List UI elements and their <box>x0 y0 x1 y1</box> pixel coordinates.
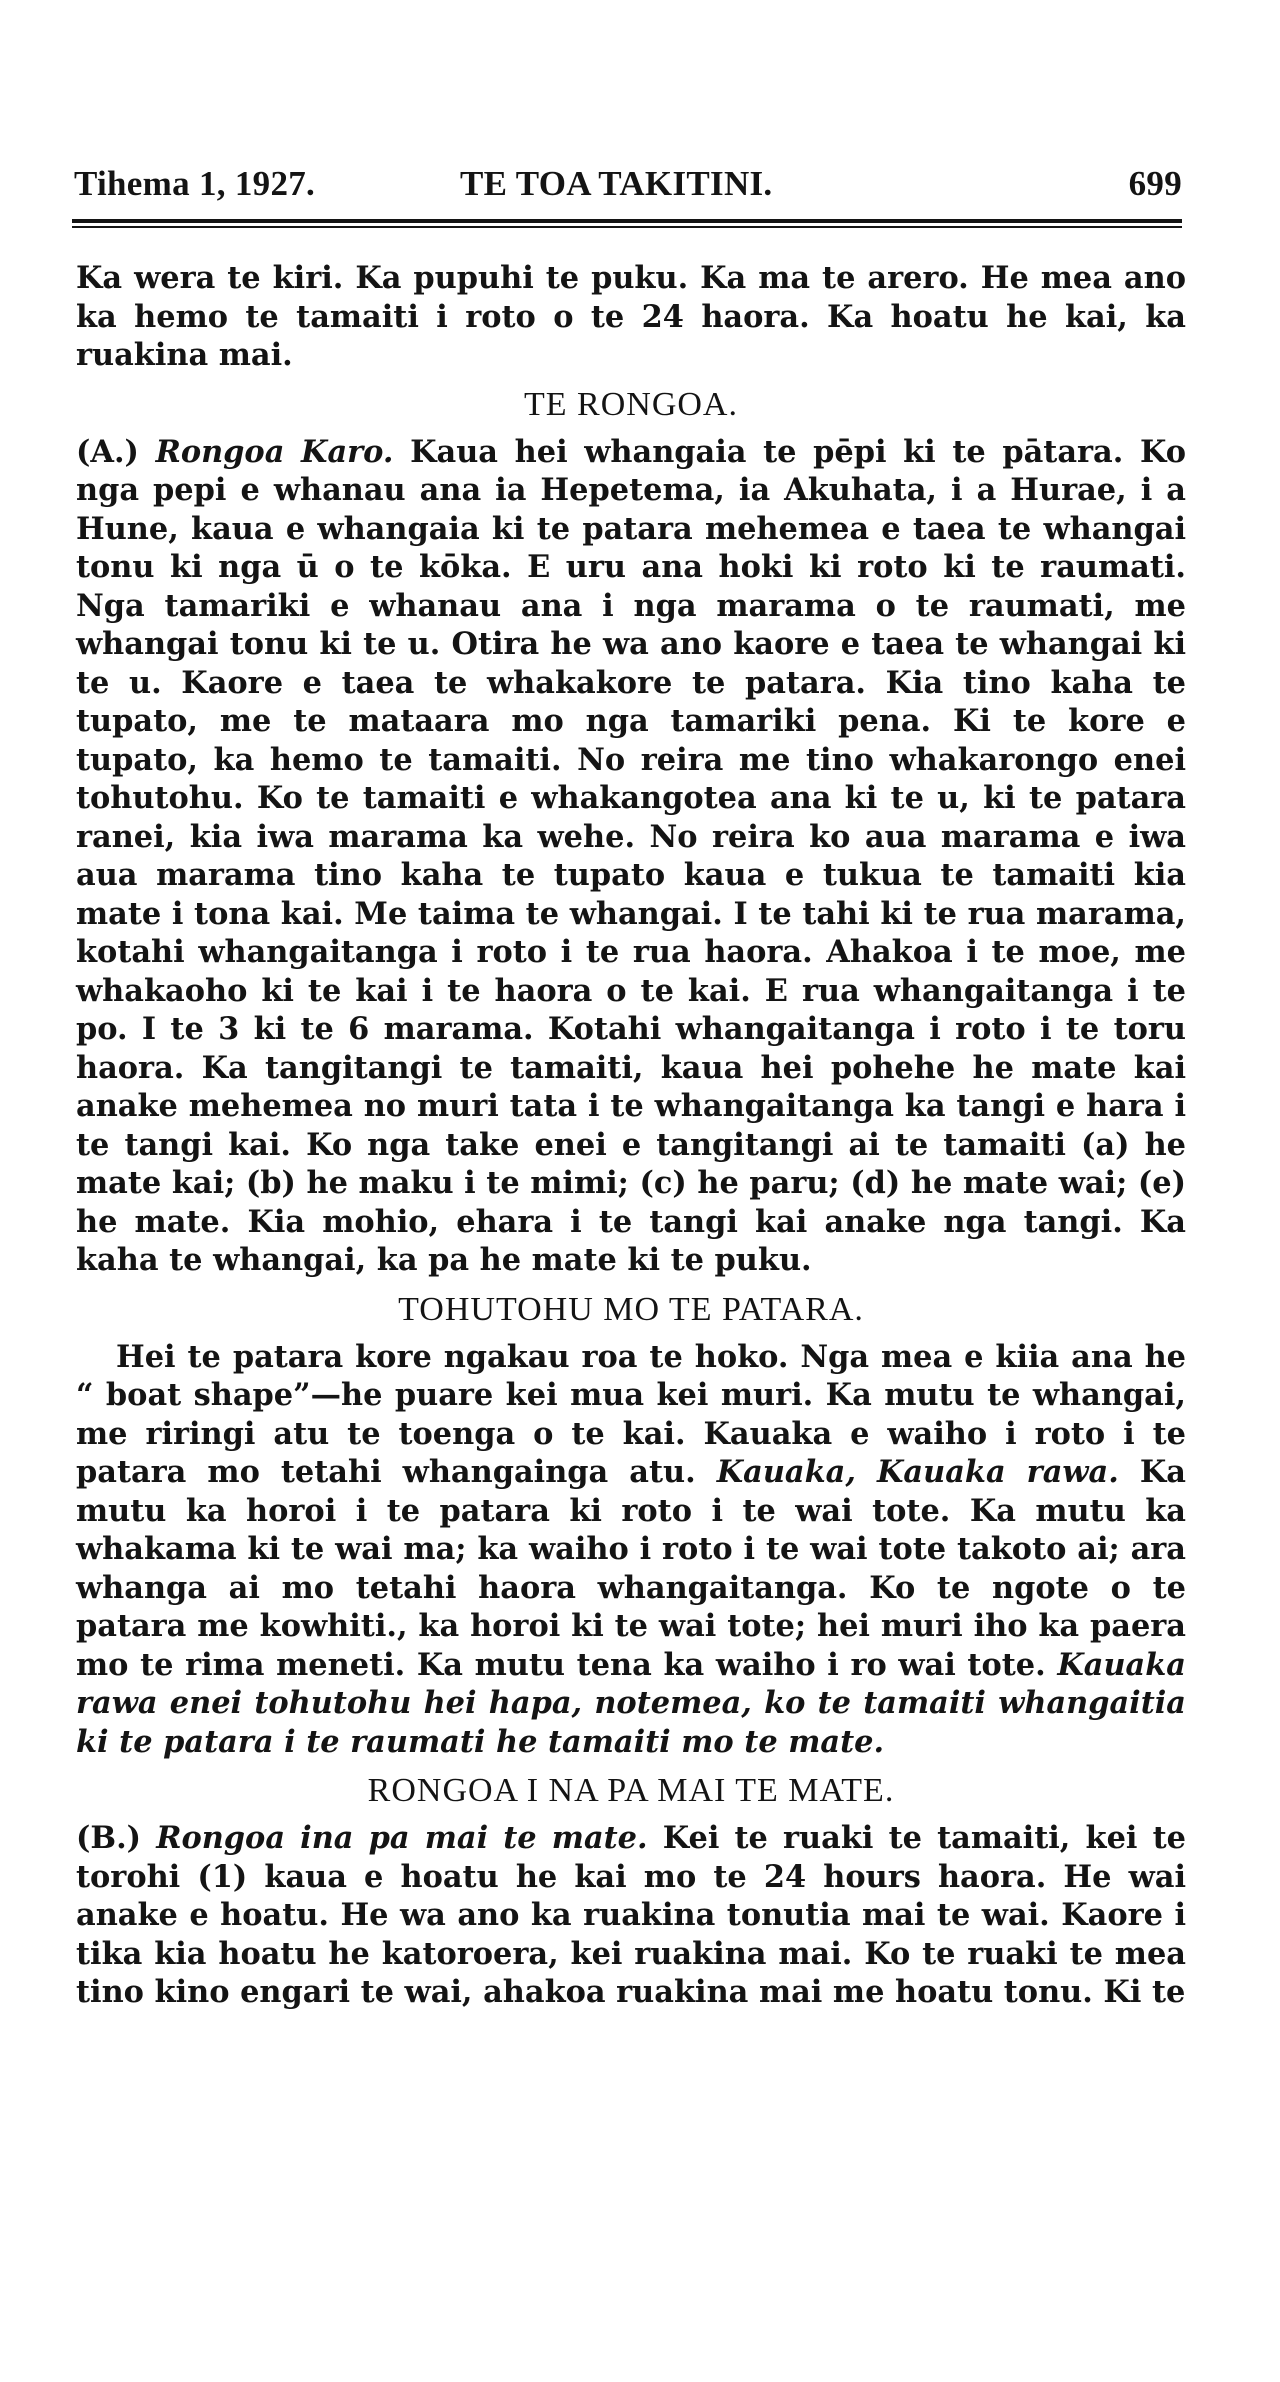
header-publication-title: TE TOA TAKITINI. <box>460 164 773 203</box>
article-body <box>76 259 1186 2012</box>
section2-text-before: Hei te patara kore ngakau roa te hoko. Nga mea e kiia ana he “ boat shape”—he puare kei mua kei muri. Ka mutu te whangai, me riringi atu te toenga o te kai. Kauaka e waiho i roto i te patara mo tetahi whangainga atu. <box>76 1338 1186 1490</box>
section-heading-tohutohu: TOHUTOHU MO TE PATARA. <box>398 1290 864 1328</box>
section3-label: (B.) <box>76 1820 142 1856</box>
section1-italic-title: Rongoa Karo. <box>155 433 394 470</box>
header-rule-thin <box>72 226 1182 228</box>
section1-label: (A.) <box>76 433 139 470</box>
section2-text-middle: Ka mutu ka horoi i te patara ki roto i te wai tote. Ka mutu ka whakama ki te wai ma; ka waiho i roto i te wai tote takoto ai; ara whanga ai mo tetahi haora whangaitanga. Ko te ngote o te patara me kowhiti., ka horoi ki te wai tote; hei muri iho ka paera mo te rima meneti. Ka mutu tena ka waiho i ro wai tote. <box>76 1454 1186 1683</box>
section-heading-rongoa-mate: RONGOA I NA PA MAI TE MATE. <box>367 1772 895 1809</box>
header-page-number: 699 <box>1128 164 1182 203</box>
section2-italic-warning: Kauaka, Kauaka rawa. <box>716 1454 1119 1490</box>
header-rule-thick <box>72 219 1182 223</box>
section2-italic-closing: Kauaka rawa enei tohutohu hei hapa, notemea, ko te tamaiti whangaitia ki te patara i te raumati he tamaiti mo te mate. <box>76 1646 1186 1760</box>
section2-paragraph <box>76 1338 1186 1762</box>
section-heading-te-rongoa: TE RONGOA. <box>524 385 738 423</box>
running-header <box>74 164 1182 214</box>
section1-text: Kaua hei whangaia te pēpi ki te pātara. Ko nga pepi e whanau ana ia Hepetema, ia Akuhata, i a Hurae, i a Hune, kaua e whangaia ki te patara mehemea e taea te whangai tonu ki nga ū o te kōka. E uru ana hoki ki roto ki te raumati. Nga tamariki e whanau ana i nga marama o te raumati, me whangai tonu ki te u. Otira he wa ano kaore e taea te whangai ki te u. Kaore e taea te whakakore te patara. Kia tino kaha te tupato, me te mataara mo nga tamariki pena. Ki te kore e tupato, ka hemo te tamaiti. No reira me tino whakarongo enei tohutohu. Ko te tamaiti e whakangotea ana ki te u, ki te patara ranei, kia iwa marama ka wehe. No reira ko aua marama e iwa aua marama tino kaha te tupato kaua e tukua te tamaiti kia mate i tona kai. Me taima te whangai. I te tahi ki te rua marama, kotahi whangaitanga i roto i te rua haora. Ahakoa i te moe, me whakaoho ki te kai i te haora o te kai. E rua whangaitanga i te po. I te 3 ki te 6 marama. Kotahi whangaitanga i roto i te toru haora. Ka tangitangi te tamaiti, kaua hei pohehe he mate kai anake mehemea no muri tata i te whangaitanga ka tangi e hara i te tangi kai. Ko nga take enei e tangitangi ai te tamaiti (a) he mate kai; (b) he maku i te mimi; (c) he paru; (d) he mate wai; (e) he mate. Kia mohio, ehara i te tangi kai anake nga tangi. Ka kaha te whangai, ka pa he mate ki te puku. <box>76 433 1186 1278</box>
section3-paragraph <box>76 1819 1186 2012</box>
section1-paragraph <box>76 433 1186 1280</box>
section3-italic-title: Rongoa ina pa mai te mate. <box>156 1820 648 1856</box>
section3-text: Kei te ruaki te tamaiti, kei te torohi (1) kaua e hoatu he kai mo te 24 hours haora. He wai anake e hoatu. He wa ano ka ruakina tonutia mai te wai. Kaore i tika kia hoatu he katoroera, kei ruakina mai. Ko te ruaki te mea tino kino engari te wai, ahakoa ruakina mai me hoatu tonu. Ki te <box>76 1820 1186 2010</box>
intro-paragraph: Ka wera te kiri. Ka pupuhi te puku. Ka ma te arero. He mea ano ka hemo te tamaiti i roto o te 24 haora. Ka hoatu he kai, ka ruakina mai. <box>76 260 1186 373</box>
header-date: Tihema 1, 1927. <box>74 164 316 203</box>
